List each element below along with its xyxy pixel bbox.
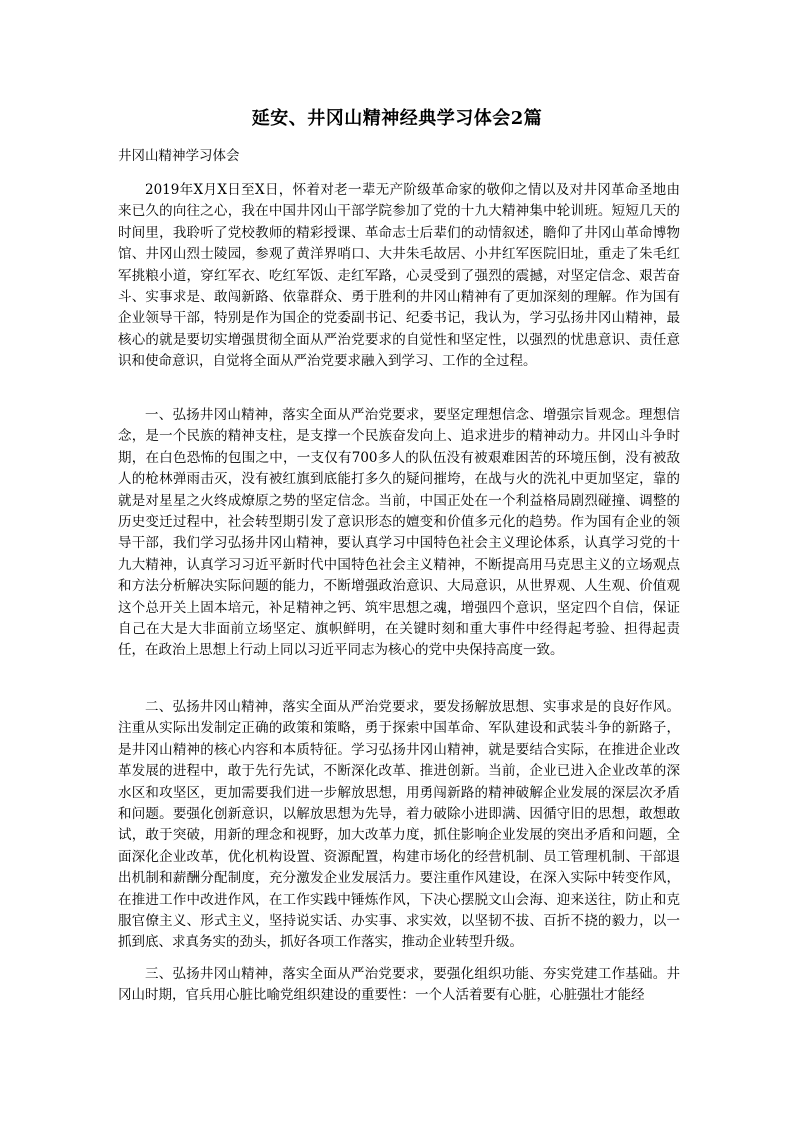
document-title: 延安、井冈山精神经典学习体会2篇 <box>251 108 543 129</box>
paragraph-intro: 2019年X月X日至X日，怀着对老一辈无产阶级革命家的敬仰之情以及对井冈革命圣地由来已久的向往之心，我在中国井冈山干部学院参加了党的十九大精神集中轮训班。短短几天的时间里，我聆听了党校教师的精彩授课、革命志士后辈们的动情叙述，瞻仰了井冈山革命博物馆、井冈山烈士陵园，参观了黄洋界哨口、大井朱毛故居、小井红军医院旧址，重走了朱毛红军挑粮小道，穿红军衣、吃红军饭、走红军路，心灵受到了强烈的震撼，对坚定信念、艰苦奋斗、实事求是、敢闯新路、依靠群众、勇于胜利的井冈山精神有了更加深刻的理解。作为国有企业领导干部，特别是作为国企的党委副书记、纪委书记，我认为，学习弘扬井冈山精神，最核心的就是要切实增强贯彻全面从严治党要求的自觉性和坚定性，以强烈的忧患意识、责任意识和使命意识，自觉将全面从严治党要求融入到学习、工作的全过程。 <box>118 182 680 370</box>
document-subtitle: 井冈山精神学习体会 <box>118 148 240 164</box>
paragraph-section-2: 二、弘扬井冈山精神，落实全面从严治党要求，要发扬解放思想、实事求是的良好作风。注重从实际出发制定正确的政策和策略，勇于探索中国革命、军队建设和武装斗争的新路子，是井冈山精神的核心内容和本质特征。学习弘扬井冈山精神，就是要结合实际，在推进企业改革发展的进程中，敢于先行先试，不断深化改革、推进创新。当前，企业已进入企业改革的深水区和攻坚区，更加需要我们进一步解放思想，用勇闯新路的精神破解企业发展的深层次矛盾和问题。要强化创新意识，以解放思想为先导，着力破除小进即满、因循守旧的思想，敢想敢试，敢于突破，用新的理念和视野，加大改革力度，抓住影响企业发展的突出矛盾和问题，全面深化企业改革，优化机构设置、资源配置，构建市场化的经营机制、员工管理机制、干部退出机制和薪酬分配制度，充分激发企业发展活力。要注重作风建设，在深入实际中转变作风，在推进工作中改进作风，在工作实践中锤炼作风，下决心摆脱文山会海、迎来送往，防止和克服官僚主义、形式主义，坚持说实话、办实事、求实效，以坚韧不拔、百折不挠的毅力，以一抓到底、求真务实的劲头，抓好各项工作落实，推动企业转型升级。 <box>118 699 680 951</box>
paragraph-section-3: 三、弘扬井冈山精神，落实全面从严治党要求，要强化组织功能、夯实党建工作基础。井冈山时期，官兵用心脏比喻党组织建设的重要性：一个人活着要有心脏，心脏强壮才能经 <box>118 966 680 1004</box>
paragraph-section-1: 一、弘扬井冈山精神，落实全面从严治党要求，要坚定理想信念、增强宗旨观念。理想信念，是一个民族的精神支柱，是支撑一个民族奋发向上、追求进步的精神动力。井冈山斗争时期，在白色恐怖的包围之中，一支仅有700多人的队伍没有被艰难困苦的环境压倒，没有被敌人的枪林弹雨击灭，没有被红旗到底能打多久的疑问摧垮，在战与火的洗礼中更加坚定，靠的就是对星星之火终成燎原之势的坚定信念。当前，中国正处在一个利益格局剧烈碰撞、调整的历史变迁过程中，社会转型期引发了意识形态的嬗变和价值多元化的趋势。作为国有企业的领导干部，我们学习弘扬井冈山精神，要认真学习中国特色社会主义理论体系，认真学习党的十九大精神，认真学习习近平新时代中国特色社会主义精神，不断提高用马克思主义的立场观点和方法分析解决实际问题的能力，不断增强政治意识、大局意识，从世界观、人生观、价值观这个总开关上固本培元，补足精神之钙、筑牢思想之魂，增强四个意识，坚定四个自信，保证自己在大是大非面前立场坚定、旗帜鲜明，在关键时刻和重大事件中经得起考验、担得起责任，在政治上思想上行动上同以习近平同志为核心的党中央保持高度一致。 <box>118 407 680 659</box>
